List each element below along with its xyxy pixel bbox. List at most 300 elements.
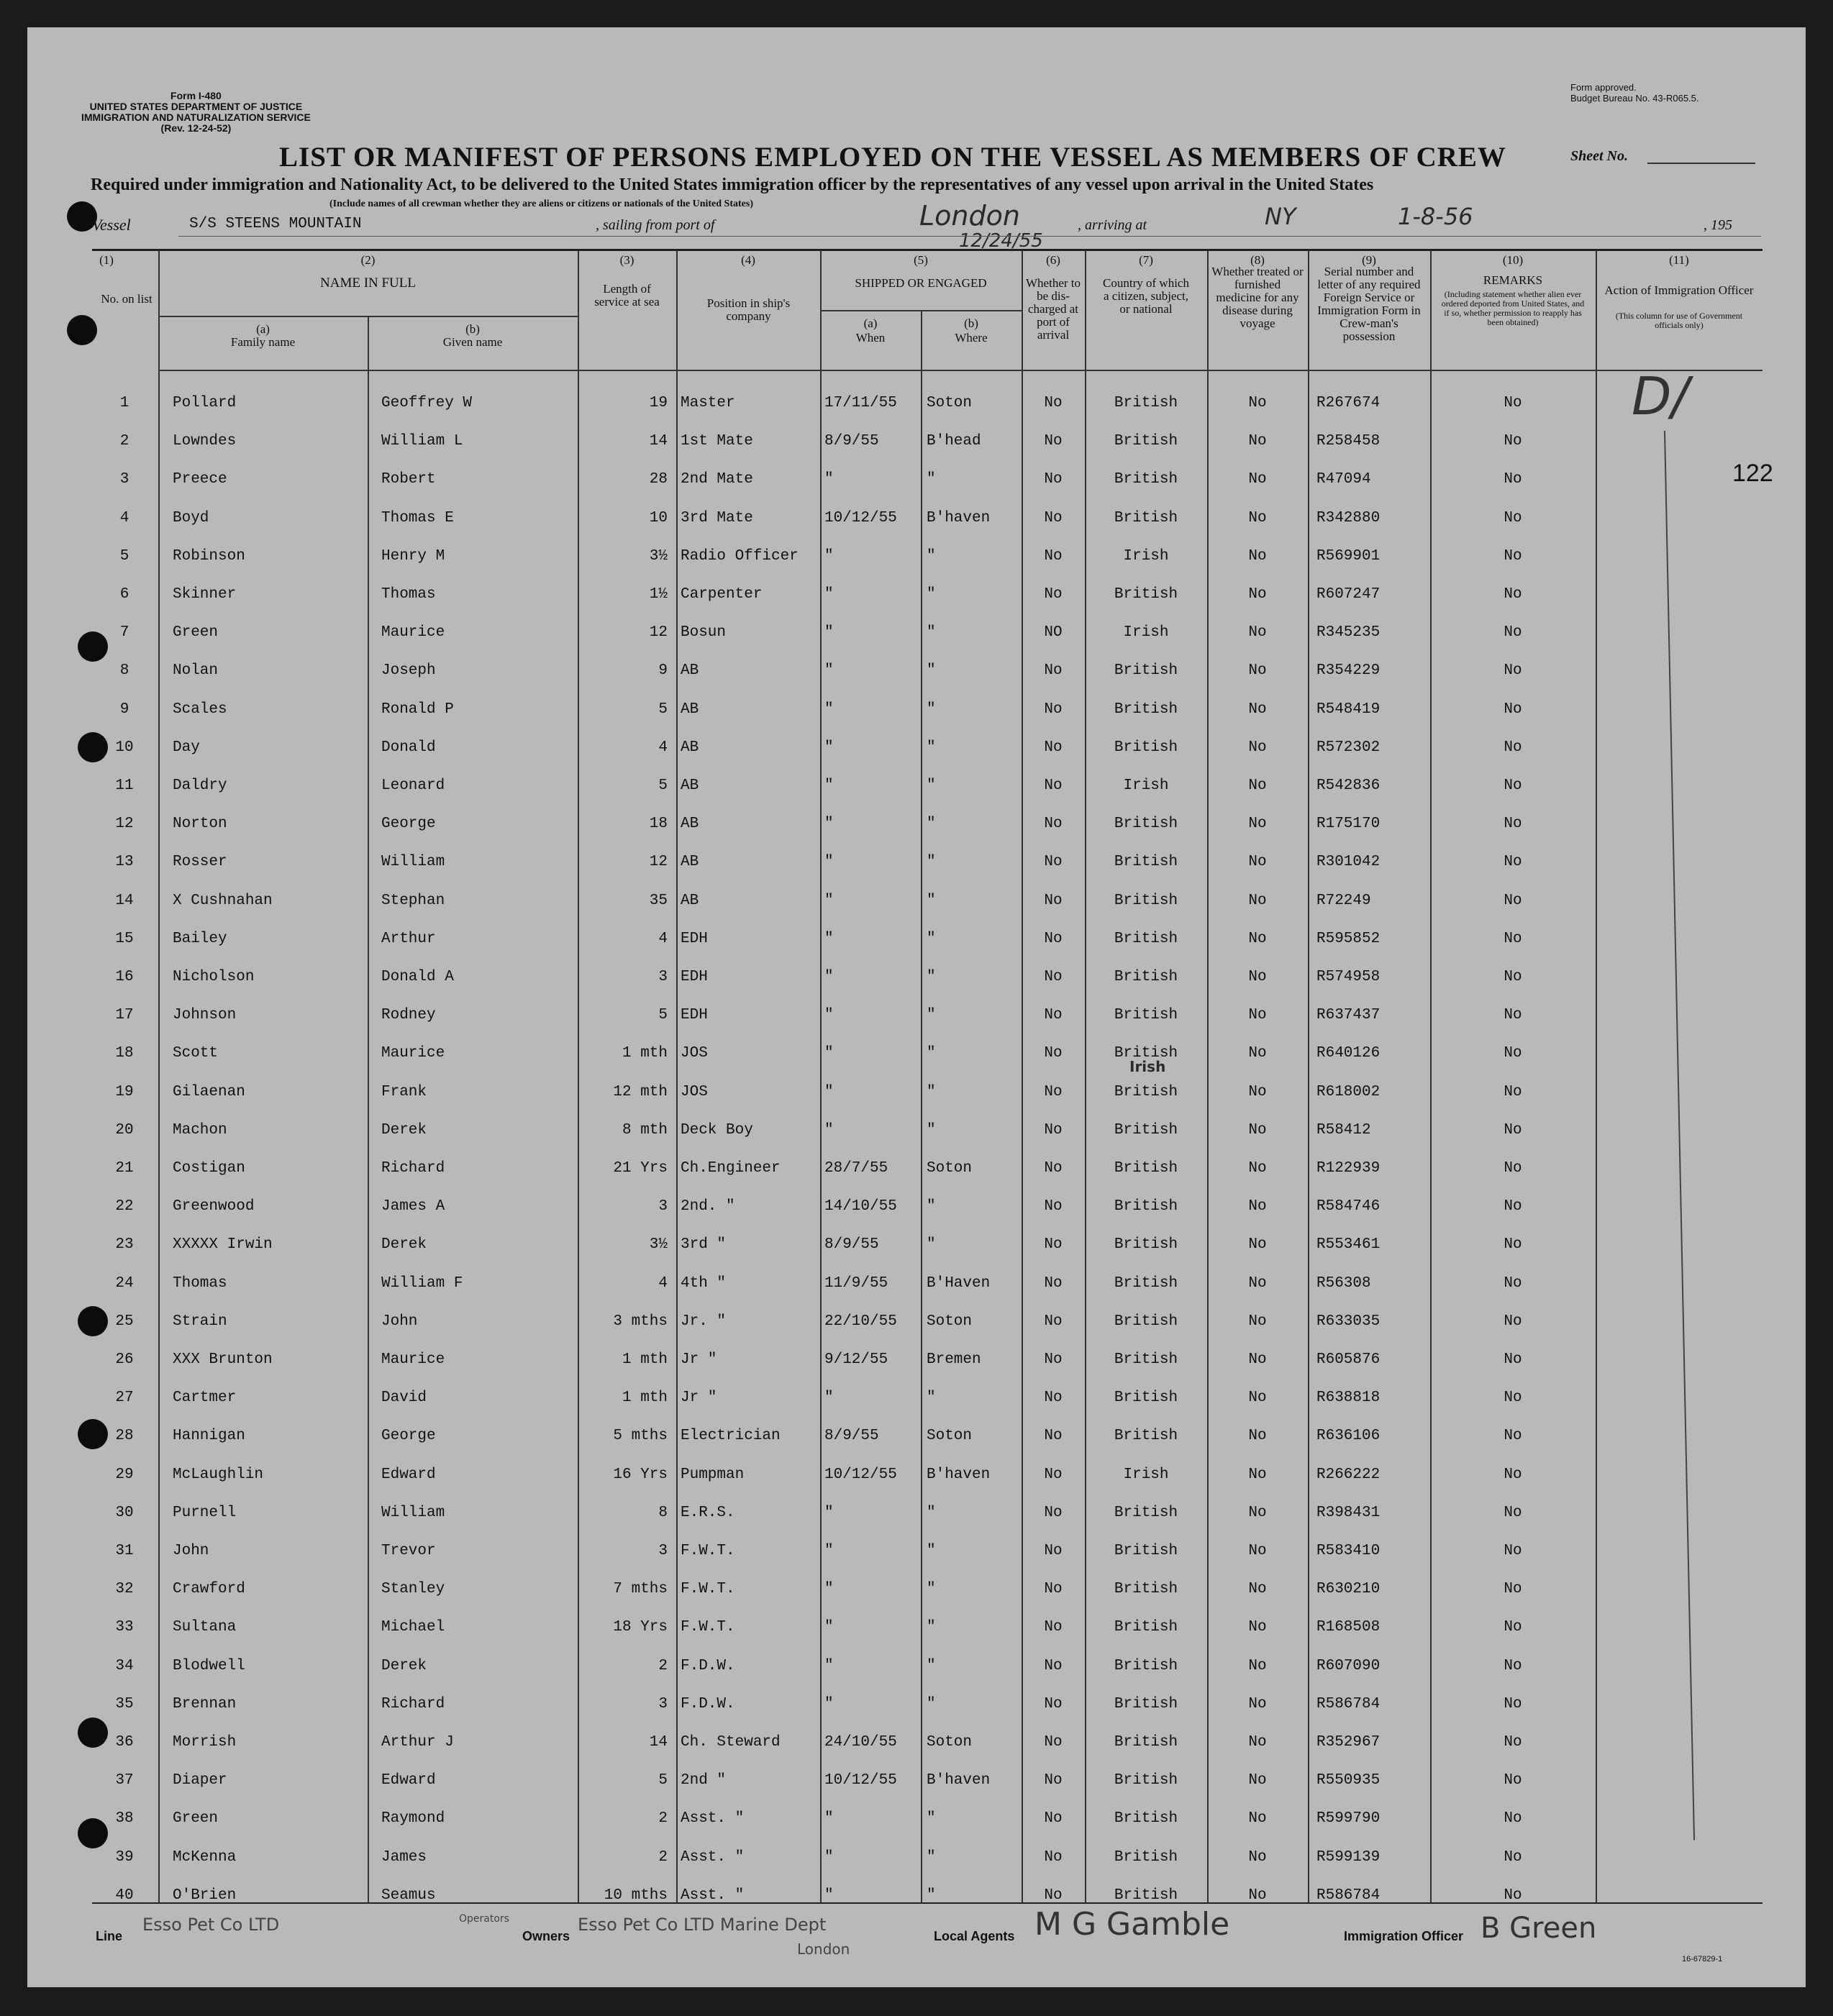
cell-family-name: Johnson: [173, 1007, 237, 1024]
cell-remarks: No: [1504, 395, 1522, 411]
cell-position: Asst. ": [681, 1810, 745, 1828]
sailing-label: , sailing from port of: [596, 217, 715, 233]
cell-remarks: No: [1504, 1045, 1522, 1062]
cell-position: Asst. ": [681, 1887, 745, 1904]
cell-family-name: Costigan: [173, 1160, 245, 1177]
cell-treated: No: [1248, 1351, 1267, 1368]
cell-serial-number: R584746: [1316, 1198, 1381, 1215]
cell-shipped-when: ": [824, 1504, 834, 1521]
cell-shipped-where: Soton: [927, 1428, 973, 1445]
cell-row-number: 6: [119, 586, 129, 603]
cell-country: British: [1114, 395, 1178, 411]
officer-label: Immigration Officer: [1344, 1929, 1464, 1943]
cell-row-number: 3: [119, 471, 129, 488]
cell-shipped-when: 11/9/55: [824, 1274, 888, 1292]
cell-remarks: No: [1504, 1734, 1522, 1751]
cell-serial-number: R58412: [1316, 1121, 1371, 1139]
col3-number: (3): [619, 253, 634, 267]
cell-shipped-where: Soton: [927, 1160, 973, 1177]
cell-row-number: 37: [115, 1772, 134, 1789]
cell-country: British: [1114, 1734, 1178, 1751]
cell-discharged: No: [1044, 471, 1063, 488]
cell-family-name: Morrish: [173, 1734, 237, 1751]
cell-country: British: [1114, 509, 1178, 526]
cell-treated: No: [1248, 1390, 1267, 1407]
cell-remarks: No: [1504, 1848, 1522, 1866]
cell-row-number: 10: [115, 739, 134, 756]
cell-shipped-when: 28/7/55: [824, 1160, 888, 1177]
cell-treated: No: [1248, 1619, 1267, 1636]
cell-row-number: 4: [119, 509, 129, 526]
cell-shipped-when: ": [824, 892, 834, 909]
cell-treated: No: [1248, 662, 1267, 680]
cell-treated: No: [1248, 586, 1267, 603]
cell-discharged: No: [1044, 1772, 1063, 1789]
cell-country: British: [1114, 701, 1178, 718]
cell-shipped-where: Bremen: [927, 1351, 981, 1368]
cell-serial-number: R586784: [1316, 1887, 1381, 1904]
cell-shipped-when: ": [824, 1121, 834, 1139]
cell-discharged: No: [1044, 1581, 1063, 1598]
header-action-note: (This column for use of Government officials only): [1615, 311, 1743, 330]
cell-family-name: McKenna: [173, 1848, 237, 1866]
cell-shipped-when: ": [824, 777, 834, 794]
action-mark: D/: [1632, 366, 1689, 427]
cell-shipped-when: ": [824, 701, 834, 718]
cell-position: AB: [681, 739, 699, 756]
cell-remarks: No: [1504, 1887, 1522, 1904]
cell-shipped-when: 22/10/55: [824, 1313, 897, 1330]
cell-serial-number: R398431: [1316, 1504, 1381, 1521]
cell-treated: No: [1248, 1657, 1267, 1674]
cell-shipped-when: ": [824, 739, 834, 756]
line-label: Line: [96, 1929, 123, 1943]
cell-shipped-when: ": [824, 854, 834, 871]
cell-shipped-when: ": [824, 662, 834, 680]
cell-family-name: Thomas: [173, 1274, 227, 1292]
cell-shipped-when: ": [824, 1887, 834, 1904]
cell-serial-number: R633035: [1316, 1313, 1381, 1330]
cell-length-of-service: 14: [649, 433, 668, 450]
cell-length-of-service: 4: [658, 1274, 668, 1292]
cell-given-name: Derek: [381, 1236, 427, 1254]
cell-discharged: No: [1044, 854, 1063, 871]
cell-family-name: Norton: [173, 816, 227, 833]
cell-given-name: Robert: [381, 471, 436, 488]
cell-row-number: 21: [115, 1160, 134, 1177]
owners-label: Owners: [522, 1929, 570, 1943]
header-when-a: (a): [863, 316, 878, 330]
cell-discharged: No: [1044, 1274, 1063, 1292]
cell-serial-number: R354229: [1316, 662, 1381, 680]
cell-length-of-service: 4: [658, 930, 668, 947]
cell-discharged: No: [1044, 1390, 1063, 1407]
cell-country: British: [1114, 1083, 1178, 1100]
cell-position: Asst. ": [681, 1848, 745, 1866]
cell-discharged: No: [1044, 509, 1063, 526]
cell-serial-number: R345235: [1316, 624, 1381, 642]
cell-serial-number: R572302: [1316, 739, 1381, 756]
cell-treated: No: [1248, 1428, 1267, 1445]
cell-discharged: No: [1044, 662, 1063, 680]
cell-position: AB: [681, 777, 699, 794]
cell-country: British: [1114, 1274, 1178, 1292]
cell-shipped-where: ": [927, 1887, 936, 1904]
header-shipped: SHIPPED OR ENGAGED: [855, 276, 987, 290]
cell-remarks: No: [1504, 547, 1522, 565]
officer-signature: B Green: [1480, 1912, 1597, 1945]
cell-treated: No: [1248, 1810, 1267, 1828]
cell-length-of-service: 5: [658, 1007, 668, 1024]
header-discharged: Whether to be dis-charged at port of arrival: [1026, 276, 1081, 342]
cell-treated: No: [1248, 854, 1267, 871]
cell-position: Jr ": [681, 1390, 717, 1407]
vessel-name: S/S STEENS MOUNTAIN: [189, 216, 362, 232]
cell-family-name: Robinson: [173, 547, 245, 565]
header-remarks-note: (Including statement whether alien ever ordered deported from United States, and if so, whether permission to reapply has been obtained): [1441, 289, 1585, 327]
cell-position: Ch. Steward: [681, 1734, 781, 1751]
cell-family-name: Daldry: [173, 777, 227, 794]
subnote: (Include names of all crewman whether they are aliens or citizens or nationals of the United States): [329, 199, 753, 209]
cell-treated: No: [1248, 1504, 1267, 1521]
cell-family-name: Day: [173, 739, 200, 756]
header-family-a: (a): [256, 322, 270, 336]
budget-number: Budget Bureau No. 43-R065.5.: [1570, 93, 1699, 104]
cell-country: British: [1114, 586, 1178, 603]
cell-row-number: 40: [115, 1887, 134, 1904]
cell-given-name: William: [381, 854, 445, 871]
cell-serial-number: R267674: [1316, 395, 1381, 411]
header-given-b: (b): [465, 322, 480, 336]
cell-position: Jr ": [681, 1351, 717, 1368]
cell-shipped-where: ": [927, 547, 936, 565]
cell-position: F.D.W.: [681, 1695, 735, 1712]
cell-treated: No: [1248, 433, 1267, 450]
cell-length-of-service: 12: [649, 854, 668, 871]
cell-country: British: [1114, 1619, 1178, 1636]
cell-serial-number: R352967: [1316, 1734, 1381, 1751]
cell-treated: No: [1248, 892, 1267, 909]
cell-serial-number: R637437: [1316, 1007, 1381, 1024]
cell-row-number: 15: [115, 930, 134, 947]
cell-serial-number: R636106: [1316, 1428, 1381, 1445]
cell-position: Carpenter: [681, 586, 763, 603]
year-suffix: , 195: [1704, 217, 1732, 233]
cell-shipped-where: ": [927, 777, 936, 794]
cell-discharged: No: [1044, 1083, 1063, 1100]
col11-number: (11): [1669, 253, 1689, 267]
cell-family-name: O'Brien: [173, 1887, 237, 1904]
cell-country: Irish: [1123, 624, 1169, 642]
service-name: IMMIGRATION AND NATURALIZATION SERVICE: [81, 111, 311, 123]
header-given-name: Given name: [442, 335, 503, 349]
cell-treated: No: [1248, 1045, 1267, 1062]
cell-discharged: No: [1044, 1810, 1063, 1828]
cell-shipped-when: 10/12/55: [824, 1466, 897, 1483]
cell-length-of-service: 18 Yrs: [613, 1619, 668, 1636]
cell-discharged: No: [1044, 1887, 1063, 1904]
cell-family-name: XXX Brunton: [173, 1351, 273, 1368]
sailing-date: 12/24/55: [959, 230, 1043, 252]
cell-discharged: No: [1044, 1121, 1063, 1139]
cell-row-number: 27: [115, 1390, 134, 1407]
cell-family-name: Blodwell: [173, 1657, 245, 1674]
cell-country: British: [1114, 854, 1178, 871]
cell-shipped-when: ": [824, 1581, 834, 1598]
header-position: Position in ship's company: [706, 296, 791, 323]
cell-remarks: No: [1504, 930, 1522, 947]
header-no-on-list: No. on list: [101, 292, 153, 306]
cell-remarks: No: [1504, 1581, 1522, 1598]
cell-serial-number: R548419: [1316, 701, 1381, 718]
cell-family-name: Cartmer: [173, 1390, 237, 1407]
cell-given-name: Michael: [381, 1619, 445, 1636]
cell-serial-number: R599790: [1316, 1810, 1381, 1828]
cell-shipped-where: ": [927, 1695, 936, 1712]
cell-given-name: Maurice: [381, 1351, 445, 1368]
cell-position: AB: [681, 701, 699, 718]
cell-treated: No: [1248, 1887, 1267, 1904]
vessel-label: Vessel: [92, 216, 131, 234]
cell-country: British: [1114, 1045, 1178, 1062]
cell-length-of-service: 7 mths: [613, 1581, 668, 1598]
cell-discharged: No: [1044, 1198, 1063, 1215]
cell-discharged: No: [1044, 1160, 1063, 1177]
cell-treated: No: [1248, 509, 1267, 526]
cell-remarks: No: [1504, 739, 1522, 756]
cell-remarks: No: [1504, 586, 1522, 603]
cell-given-name: Thomas: [381, 586, 436, 603]
cell-treated: No: [1248, 1734, 1267, 1751]
cell-country: British: [1114, 1351, 1178, 1368]
cell-given-name: Richard: [381, 1695, 445, 1712]
cell-discharged: No: [1044, 969, 1063, 985]
cell-remarks: No: [1504, 1160, 1522, 1177]
header-country: Country of which a citizen, subject, or national: [1103, 276, 1189, 316]
cell-family-name: Nolan: [173, 662, 219, 680]
cell-country: Irish: [1123, 1466, 1169, 1483]
approval-text: Form approved.: [1570, 82, 1637, 93]
cell-position: F.W.T.: [681, 1543, 735, 1559]
cell-row-number: 24: [115, 1274, 134, 1292]
cell-discharged: No: [1044, 892, 1063, 909]
cell-family-name: Machon: [173, 1121, 227, 1139]
header-serial: Serial number and letter of any required Foreign Service or Immigration Form in Crew-man's possession: [1317, 265, 1421, 343]
cell-shipped-where: B'head: [927, 433, 981, 450]
cell-serial-number: R630210: [1316, 1581, 1381, 1598]
cell-treated: No: [1248, 930, 1267, 947]
cell-position: AB: [681, 662, 699, 680]
cell-serial-number: R599139: [1316, 1848, 1381, 1866]
cell-length-of-service: 2: [658, 1848, 668, 1866]
page-number: 122: [1732, 460, 1773, 487]
cell-shipped-when: 17/11/55: [824, 395, 897, 411]
cell-remarks: No: [1504, 1236, 1522, 1254]
agents-label: Local Agents: [934, 1929, 1015, 1943]
cell-shipped-when: ": [824, 624, 834, 642]
cell-country: Irish: [1123, 547, 1169, 565]
cell-family-name: Boyd: [173, 509, 209, 526]
department-name: UNITED STATES DEPARTMENT OF JUSTICE: [89, 101, 303, 112]
cell-shipped-where: Soton: [927, 1313, 973, 1330]
cell-given-name: Raymond: [381, 1810, 445, 1828]
cell-family-name: Pollard: [173, 395, 237, 411]
owners-value: Esso Pet Co LTD Marine Dept: [578, 1915, 827, 1935]
cell-serial-number: R553461: [1316, 1236, 1381, 1254]
form-issuer-block: [81, 91, 311, 134]
cell-treated: No: [1248, 1007, 1267, 1024]
subtitle: Required under immigration and Nationality Act, to be delivered to the United States immigration officer by the representatives of any vessel upon arrival in the United States: [91, 175, 1374, 194]
cell-shipped-when: ": [824, 930, 834, 947]
cell-shipped-when: ": [824, 1083, 834, 1100]
cell-family-name: Hannigan: [173, 1428, 245, 1445]
cell-given-name: Edward: [381, 1466, 436, 1483]
cell-family-name: Greenwood: [173, 1198, 255, 1215]
cell-discharged: No: [1044, 777, 1063, 794]
cell-given-name: Seamus: [381, 1887, 436, 1904]
cell-family-name: X Cushnahan: [173, 892, 273, 909]
cell-position: AB: [681, 854, 699, 871]
cell-shipped-where: ": [927, 1390, 936, 1407]
cell-family-name: Green: [173, 1810, 219, 1828]
cell-country: British: [1114, 1313, 1178, 1330]
cell-given-name: Leonard: [381, 777, 445, 794]
cell-remarks: No: [1504, 662, 1522, 680]
cell-length-of-service: 12: [649, 624, 668, 642]
cell-discharged: No: [1044, 1657, 1063, 1674]
cell-given-name: James A: [381, 1198, 445, 1215]
col4-number: (4): [741, 253, 755, 267]
cell-given-name: Thomas E: [381, 509, 454, 526]
cell-shipped-where: ": [927, 1083, 936, 1100]
cell-discharged: No: [1044, 816, 1063, 833]
cell-length-of-service: 5: [658, 1772, 668, 1789]
col5-number: (5): [914, 253, 928, 267]
header-treated: Whether treated or furnished medicine for any disease during voyage: [1211, 265, 1304, 330]
form-id: Form I-480: [170, 90, 222, 101]
cell-shipped-when: ": [824, 816, 834, 833]
cell-given-name: Rodney: [381, 1007, 436, 1024]
cell-remarks: No: [1504, 1504, 1522, 1521]
cell-position: 1st Mate: [681, 433, 753, 450]
cell-shipped-when: ": [824, 471, 834, 488]
cell-shipped-when: ": [824, 1045, 834, 1062]
cell-position: Electrician: [681, 1428, 781, 1445]
cell-remarks: No: [1504, 1619, 1522, 1636]
cell-treated: No: [1248, 1274, 1267, 1292]
cell-row-number: 13: [115, 854, 134, 871]
cell-country: British: [1114, 969, 1178, 985]
col6-number: (6): [1046, 253, 1060, 267]
cell-row-number: 33: [115, 1619, 134, 1636]
cell-given-name: Frank: [381, 1083, 427, 1100]
cell-length-of-service: 8: [658, 1504, 668, 1521]
cell-given-name: Derek: [381, 1121, 427, 1139]
cell-length-of-service: 1 mth: [622, 1045, 668, 1062]
owners-prefix: Operators: [459, 1913, 509, 1925]
cell-serial-number: R72249: [1316, 892, 1371, 909]
cell-given-name: William: [381, 1504, 445, 1521]
cell-length-of-service: 18: [649, 816, 668, 833]
cell-length-of-service: 3 mths: [613, 1313, 668, 1330]
cell-given-name: William F: [381, 1274, 463, 1292]
cell-country: British: [1114, 1198, 1178, 1215]
cell-treated: No: [1248, 739, 1267, 756]
cell-position: Radio Officer: [681, 547, 799, 565]
cell-shipped-when: 8/9/55: [824, 1236, 879, 1254]
cell-serial-number: R569901: [1316, 547, 1381, 565]
cell-country: British: [1114, 1121, 1178, 1139]
cell-serial-number: R47094: [1316, 471, 1371, 488]
cell-length-of-service: 19: [649, 395, 668, 411]
cell-position: JOS: [681, 1083, 708, 1100]
cell-shipped-when: 14/10/55: [824, 1198, 897, 1215]
approval-block: [1570, 82, 1699, 104]
cell-shipped-where: ": [927, 816, 936, 833]
cell-row-number: 14: [115, 892, 134, 909]
arriving-label: , arriving at: [1078, 217, 1147, 233]
cell-length-of-service: 3: [658, 1198, 668, 1215]
cell-discharged: No: [1044, 1466, 1063, 1483]
cell-country: British: [1114, 1428, 1178, 1445]
cell-given-name: Derek: [381, 1657, 427, 1674]
cell-shipped-when: ": [824, 1543, 834, 1559]
cell-discharged: No: [1044, 1351, 1063, 1368]
cell-given-name: David: [381, 1390, 427, 1407]
cell-position: EDH: [681, 1007, 708, 1024]
cell-discharged: No: [1044, 1313, 1063, 1330]
cell-shipped-where: ": [927, 1504, 936, 1521]
header-where: Where: [955, 331, 988, 345]
cell-length-of-service: 10: [649, 509, 668, 526]
cell-remarks: No: [1504, 433, 1522, 450]
cell-length-of-service: 2: [658, 1657, 668, 1674]
cell-row-number: 17: [115, 1007, 134, 1024]
cell-length-of-service: 1 mth: [622, 1390, 668, 1407]
cell-length-of-service: 35: [649, 892, 668, 909]
cell-shipped-when: 8/9/55: [824, 1428, 879, 1445]
cell-row-number: 39: [115, 1848, 134, 1866]
cell-discharged: No: [1044, 930, 1063, 947]
cell-position: AB: [681, 816, 699, 833]
cell-position: AB: [681, 892, 699, 909]
cell-shipped-where: ": [927, 1619, 936, 1636]
cell-given-name: Donald: [381, 739, 436, 756]
cell-country: Irish: [1123, 777, 1169, 794]
cell-country: British: [1114, 816, 1178, 833]
cell-position: JOS: [681, 1045, 708, 1062]
cell-shipped-where: ": [927, 892, 936, 909]
cell-position: 2nd Mate: [681, 471, 753, 488]
cell-serial-number: R607090: [1316, 1657, 1381, 1674]
cell-serial-number: R605876: [1316, 1351, 1381, 1368]
cell-remarks: No: [1504, 1466, 1522, 1483]
cell-shipped-where: ": [927, 471, 936, 488]
cell-shipped-where: ": [927, 1007, 936, 1024]
cell-row-number: 29: [115, 1466, 134, 1483]
cell-discharged: No: [1044, 1504, 1063, 1521]
cell-position: Jr. ": [681, 1313, 727, 1330]
cell-length-of-service: 8 mth: [622, 1121, 668, 1139]
cell-row-number: 7: [119, 624, 129, 642]
manifest-footer: [27, 1905, 1806, 1976]
cell-length-of-service: 12 mth: [613, 1083, 668, 1100]
cell-remarks: No: [1504, 892, 1522, 909]
action-vertical-stroke: [1664, 431, 1695, 1841]
cell-row-number: 30: [115, 1504, 134, 1521]
cell-row-number: 9: [119, 701, 129, 718]
cell-shipped-when: ": [824, 1657, 834, 1674]
